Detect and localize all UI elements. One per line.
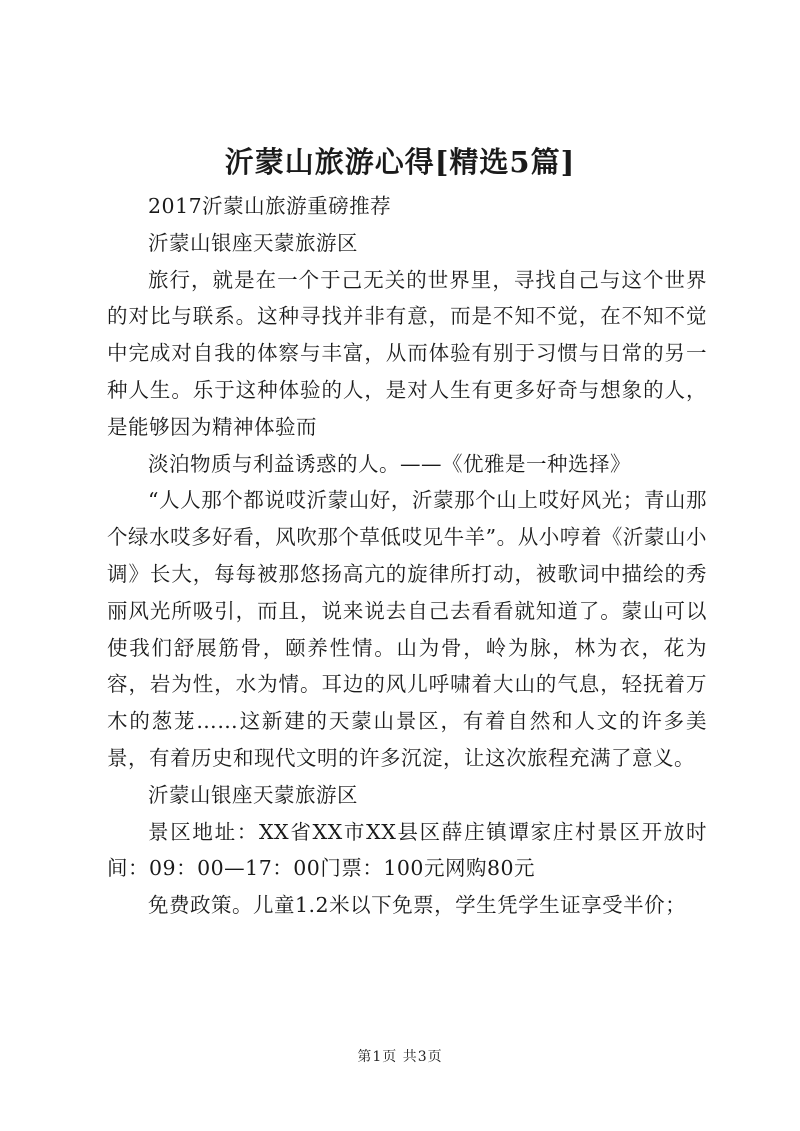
paragraph-scenic-area-name: 沂蒙山银座天蒙旅游区	[148, 230, 358, 255]
document-title: 沂蒙山旅游心得[精选5篇]	[224, 145, 576, 179]
page-number-footer: 第1页 共3页	[357, 1049, 443, 1065]
paragraph-song-description: “人人那个都说哎沂蒙山好，沂蒙那个山上哎好风光；青山那个绿水哎多好看，风吹那个草低哎见牛羊”。从小哼着《沂蒙山小调》长大，每每被那悠扬高亢的旋律所打动，被歌词中描绘的秀丽风光所吸引，而且，说来说去自己去看看就知道了。蒙山可以使我们舒展筋骨，颐养性情。山为骨，岭为脉，林为衣，花为容，岩为性，水为情。耳边的风儿呼啸着大山的气息，轻抚着万木的葱茏……这新建的天蒙山景区，有着自然和人文的许多美景，有着历史和现代文明的许多沉淀，让这次旅程充满了意义。	[107, 488, 707, 770]
document-body	[107, 188, 707, 924]
paragraph-address-hours: 景区地址：XX省XX市XX县区薛庄镇谭家庄村景区开放时间：09：00—17：00门票：100元网购80元	[107, 819, 707, 881]
paragraph-recommendation: 2017沂蒙山旅游重磅推荐	[148, 194, 392, 218]
paragraph-travel-intro: 旅行，就是在一个于己无关的世界里，寻找自己与这个世界的对比与联系。这种寻找并非有意，而是不知不觉，在不知不觉中完成对自我的体察与丰富，从而体验有别于习惯与日常的另一种人生。乐于这种体验的人，是对人生有更多好奇与想象的人，是能够因为精神体验而	[107, 267, 707, 439]
paragraph-scenic-area-name-2: 沂蒙山银座天蒙旅游区	[148, 782, 358, 807]
paragraph-free-policy: 免费政策。儿童1.2米以下免票，学生凭学生证享受半价；	[148, 893, 687, 918]
paragraph-quote-source: 淡泊物质与利益诱惑的人。——《优雅是一种选择》	[148, 451, 631, 476]
